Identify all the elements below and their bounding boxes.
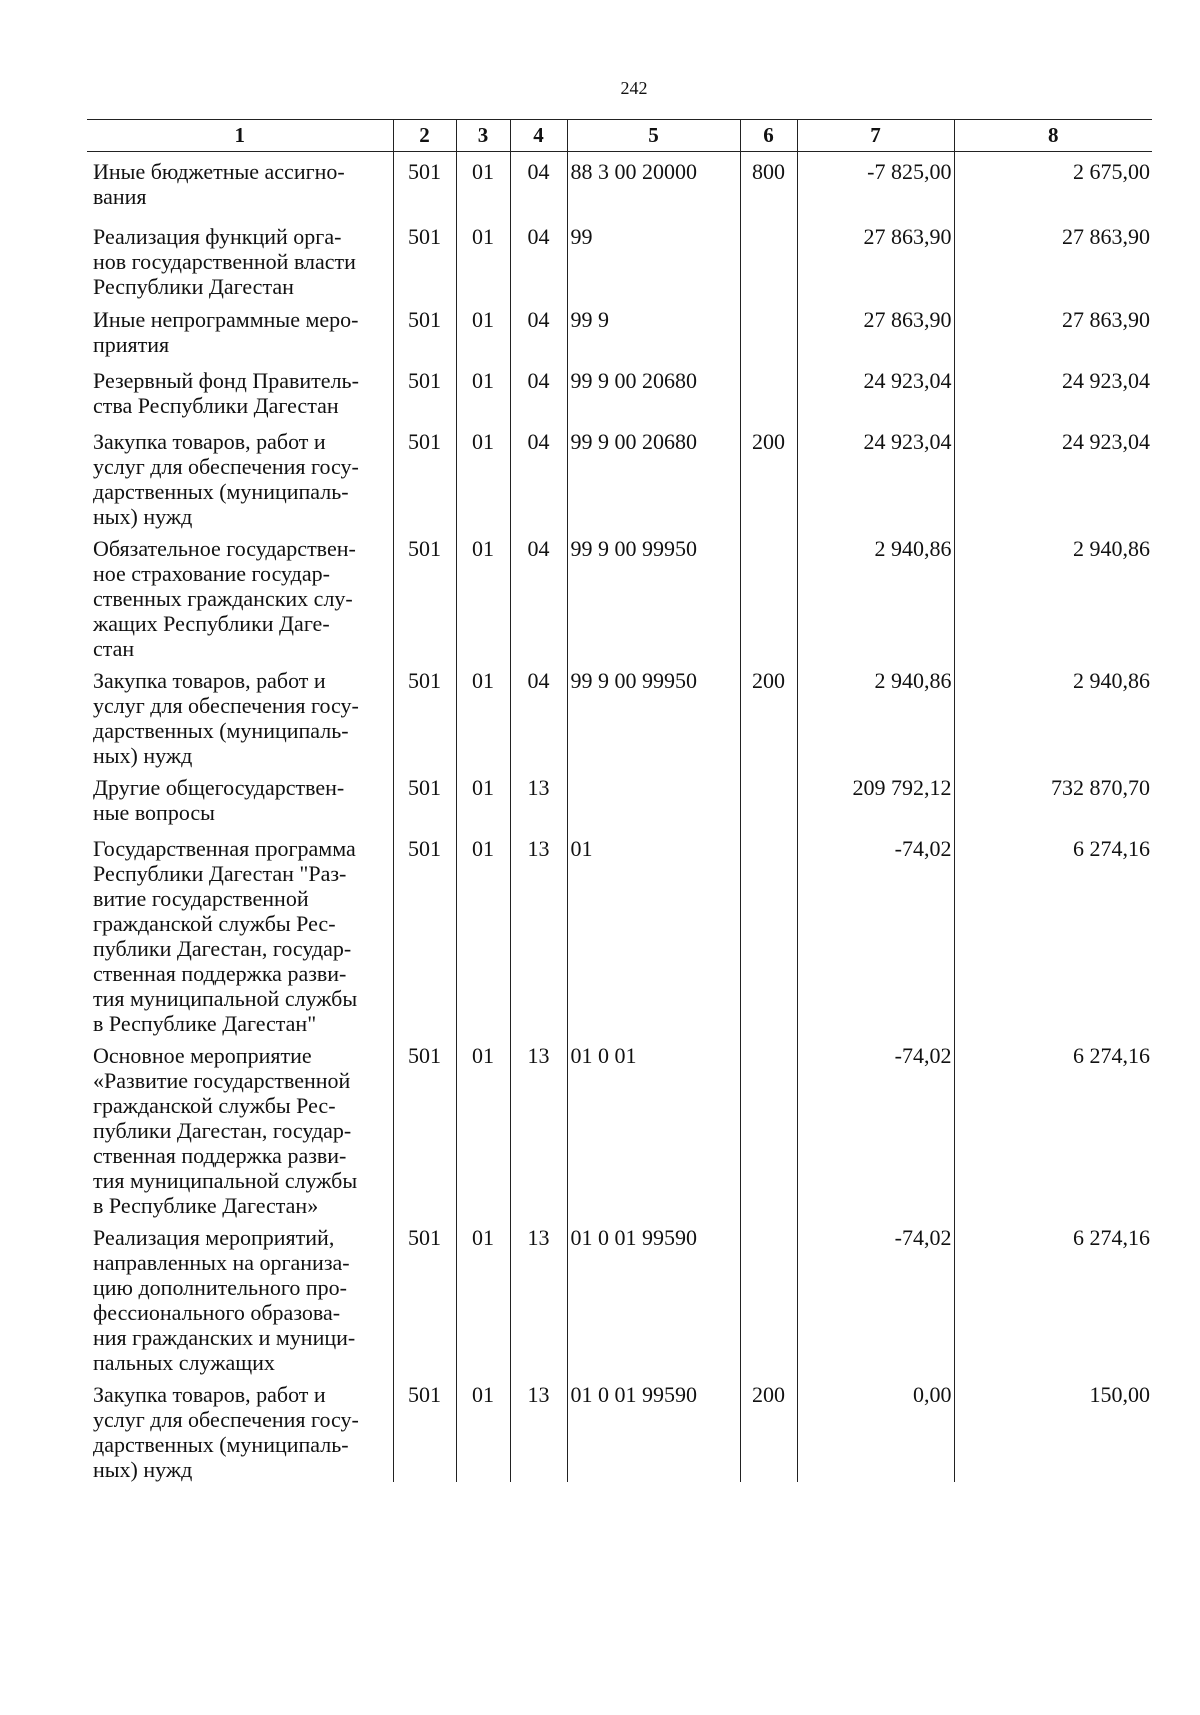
row-amount-7-cell	[797, 661, 954, 768]
row-amount-8-cell	[954, 1375, 1152, 1482]
row-name-cell	[87, 217, 393, 300]
row-amount-8-cell	[954, 422, 1152, 529]
row-code-6-text: 200	[752, 428, 785, 454]
table-row	[87, 300, 1152, 361]
row-code-5-cell	[567, 529, 740, 661]
row-code-3-text: 01	[472, 1224, 494, 1250]
row-code-5-cell	[567, 1375, 740, 1482]
row-amount-8-cell	[954, 1218, 1152, 1375]
table-row	[87, 661, 1152, 768]
column-header-1: 1	[87, 120, 393, 152]
row-amount-8-text: 24 923,04	[1062, 428, 1150, 454]
row-amount-7-cell	[797, 1218, 954, 1375]
row-amount-8-text: 6 274,16	[1073, 835, 1150, 861]
table-row	[87, 422, 1152, 529]
table-row	[87, 1218, 1152, 1375]
row-amount-8-text: 2 940,86	[1073, 667, 1150, 693]
row-name-cell	[87, 529, 393, 661]
row-code-5-text: 99 9 00 20680	[570, 428, 697, 454]
row-name-cell	[87, 1375, 393, 1482]
row-code-2-text: 501	[408, 428, 441, 454]
row-amount-7-text: -74,02	[894, 1224, 952, 1250]
row-code-4-text: 04	[527, 306, 550, 332]
row-code-2-text: 501	[408, 535, 441, 561]
row-code-3-cell	[456, 217, 510, 300]
row-code-5-text: 99 9 00 20680	[570, 367, 697, 393]
row-name-text: Другие общегосударствен- ные вопросы	[93, 774, 345, 825]
row-code-5-text: 99 9	[570, 306, 609, 332]
row-code-3-text: 01	[472, 1381, 494, 1407]
table-body	[87, 152, 1152, 1482]
row-code-2-text: 501	[408, 159, 441, 184]
row-code-4-cell	[510, 661, 567, 768]
row-code-2-text: 501	[408, 1042, 441, 1068]
row-code-3-text: 01	[472, 1042, 494, 1068]
row-name-text: Государственная программа Республики Дагестан "Раз- витие государственной гражданской службы Рес- публики Дагестан, государ- ственная поддержка разви- тия муниципальной службы в Республике Дагестан"	[93, 835, 358, 1036]
row-code-3-cell	[456, 152, 510, 217]
row-code-6-cell	[740, 152, 797, 217]
row-name-cell	[87, 829, 393, 1036]
row-amount-7-cell	[797, 1375, 954, 1482]
row-name-text: Иные непрограммные меро- приятия	[93, 306, 359, 357]
row-amount-8-text: 27 863,90	[1062, 223, 1150, 249]
row-code-6-text: 200	[752, 667, 785, 693]
row-code-6-cell	[740, 768, 797, 829]
column-header-3: 3	[456, 120, 510, 152]
row-code-4-text: 13	[527, 835, 550, 861]
row-code-2-cell	[393, 829, 456, 1036]
row-name-text: Реализация мероприятий, направленных на организа- цию дополнительного про- фессионального образова- ния гражданских и муници- пальных служащих	[93, 1224, 356, 1375]
row-code-3-cell	[456, 529, 510, 661]
row-code-3-cell	[456, 422, 510, 529]
row-amount-7-text: 209 792,12	[852, 774, 952, 800]
row-amount-7-text: -74,02	[894, 835, 952, 861]
row-code-4-cell	[510, 217, 567, 300]
row-code-2-cell	[393, 1218, 456, 1375]
column-numbers-row	[87, 120, 1152, 152]
row-code-2-text: 501	[408, 667, 441, 693]
row-code-2-text: 501	[408, 367, 441, 393]
row-code-3-text: 01	[472, 159, 494, 184]
row-name-text: Закупка товаров, работ и услуг для обеспечения госу- дарственных (муниципаль- ных) нужд	[93, 667, 359, 768]
row-amount-8-text: 732 870,70	[1051, 774, 1150, 800]
row-code-5-text: 88 3 00 20000	[570, 159, 697, 184]
row-amount-7-cell	[797, 529, 954, 661]
row-code-5-text: 01	[570, 835, 593, 861]
row-name-text: Обязательное государствен- ное страхование государ- ственных гражданских слу- жащих Республики Даге- стан	[93, 535, 356, 661]
row-name-text: Иные бюджетные ассигно- вания	[93, 159, 345, 209]
row-code-4-text: 13	[527, 1224, 550, 1250]
column-header-6: 6	[740, 120, 797, 152]
row-amount-8-cell	[954, 661, 1152, 768]
column-header-4: 4	[510, 120, 567, 152]
row-amount-7-cell	[797, 152, 954, 217]
row-code-4-text: 04	[527, 159, 550, 184]
row-code-6-cell	[740, 1218, 797, 1375]
row-code-2-cell	[393, 529, 456, 661]
row-code-3-cell	[456, 768, 510, 829]
table-row	[87, 768, 1152, 829]
table-row	[87, 1036, 1152, 1218]
row-name-cell	[87, 422, 393, 529]
row-code-2-cell	[393, 768, 456, 829]
row-code-4-cell	[510, 1036, 567, 1218]
row-code-3-text: 01	[472, 428, 494, 454]
row-code-4-cell	[510, 529, 567, 661]
table-row	[87, 1375, 1152, 1482]
row-amount-7-text: 0,00	[913, 1381, 952, 1407]
row-code-5-cell	[567, 1036, 740, 1218]
row-amount-8-cell	[954, 217, 1152, 300]
row-amount-7-cell	[797, 829, 954, 1036]
row-amount-8-text: 6 274,16	[1073, 1224, 1150, 1250]
row-code-6-cell	[740, 422, 797, 529]
row-amount-7-cell	[797, 768, 954, 829]
row-code-6-cell	[740, 361, 797, 422]
row-amount-7-text: 27 863,90	[863, 306, 952, 332]
row-code-4-cell	[510, 1218, 567, 1375]
row-name-cell	[87, 361, 393, 422]
row-code-3-text: 01	[472, 835, 494, 861]
row-code-4-cell	[510, 422, 567, 529]
row-code-5-text: 99	[570, 223, 593, 249]
row-name-cell	[87, 1218, 393, 1375]
row-amount-7-cell	[797, 217, 954, 300]
row-amount-8-cell	[954, 152, 1152, 217]
row-code-4-cell	[510, 152, 567, 217]
column-header-2: 2	[393, 120, 456, 152]
row-code-6-cell	[740, 1375, 797, 1482]
row-name-text: Основное мероприятие «Развитие государственной гражданской службы Рес- публики Дагестан, государ- ственная поддержка разви- тия муниципальной службы в Республике Дагестан»	[93, 1042, 358, 1218]
row-code-3-cell	[456, 661, 510, 768]
row-amount-7-text: 2 940,86	[874, 535, 952, 561]
row-code-5-cell	[567, 152, 740, 217]
row-code-2-text: 501	[408, 1224, 441, 1250]
column-header-5: 5	[567, 120, 740, 152]
table-header	[87, 120, 1152, 152]
row-amount-7-cell	[797, 422, 954, 529]
table-row	[87, 529, 1152, 661]
row-code-4-text: 04	[527, 428, 550, 454]
row-code-5-cell	[567, 768, 740, 829]
page-number: 242	[620, 78, 648, 98]
row-amount-8-cell	[954, 300, 1152, 361]
row-amount-7-text: -74,02	[894, 1042, 952, 1068]
row-name-text: Закупка товаров, работ и услуг для обеспечения госу- дарственных (муниципаль- ных) нужд	[93, 428, 359, 529]
row-code-3-text: 01	[472, 306, 494, 332]
row-code-4-cell	[510, 1375, 567, 1482]
row-code-3-cell	[456, 829, 510, 1036]
row-code-5-text: 01 0 01 99590	[570, 1224, 697, 1250]
row-code-5-cell	[567, 422, 740, 529]
row-code-5-cell	[567, 300, 740, 361]
row-code-3-cell	[456, 1375, 510, 1482]
row-code-3-cell	[456, 1036, 510, 1218]
row-amount-7-cell	[797, 300, 954, 361]
row-code-6-cell	[740, 829, 797, 1036]
row-name-cell	[87, 1036, 393, 1218]
row-code-6-cell	[740, 217, 797, 300]
row-code-3-cell	[456, 1218, 510, 1375]
row-code-4-text: 13	[527, 774, 550, 800]
row-code-4-cell	[510, 300, 567, 361]
row-code-2-cell	[393, 1375, 456, 1482]
row-name-cell	[87, 152, 393, 217]
row-code-5-cell	[567, 361, 740, 422]
row-name-text: Резервный фонд Правитель- ства Республики Дагестан	[93, 367, 359, 418]
row-code-6-cell	[740, 300, 797, 361]
row-code-5-text: 01 0 01	[570, 1042, 637, 1068]
table-row	[87, 152, 1152, 217]
row-code-2-cell	[393, 152, 456, 217]
row-code-6-cell	[740, 661, 797, 768]
row-amount-7-text: 27 863,90	[863, 223, 952, 249]
table-row	[87, 829, 1152, 1036]
row-amount-8-cell	[954, 361, 1152, 422]
row-amount-8-cell	[954, 829, 1152, 1036]
table-row	[87, 217, 1152, 300]
row-amount-8-text: 150,00	[1089, 1381, 1150, 1407]
row-code-2-cell	[393, 361, 456, 422]
row-name-text: Закупка товаров, работ и услуг для обеспечения госу- дарственных (муниципаль- ных) нужд	[93, 1381, 359, 1482]
row-code-4-text: 04	[527, 223, 550, 249]
row-amount-8-text: 27 863,90	[1062, 306, 1150, 332]
row-code-4-text: 04	[527, 535, 550, 561]
row-code-3-text: 01	[472, 367, 494, 393]
row-code-3-text: 01	[472, 223, 494, 249]
row-code-4-text: 04	[527, 367, 550, 393]
row-amount-7-text: 24 923,04	[863, 367, 952, 393]
row-code-3-text: 01	[472, 774, 494, 800]
row-code-2-cell	[393, 300, 456, 361]
table-row	[87, 361, 1152, 422]
row-code-5-text: 99 9 00 99950	[570, 667, 697, 693]
row-name-text: Реализация функций орга- нов государственной власти Республики Дагестан	[93, 223, 356, 299]
row-name-cell	[87, 300, 393, 361]
row-amount-7-cell	[797, 361, 954, 422]
row-code-4-text: 13	[527, 1042, 550, 1068]
row-code-5-text: 99 9 00 99950	[570, 535, 697, 561]
column-header-8: 8	[954, 120, 1152, 152]
row-code-2-cell	[393, 661, 456, 768]
row-code-2-text: 501	[408, 835, 441, 861]
row-code-4-cell	[510, 829, 567, 1036]
row-amount-8-text: 6 274,16	[1073, 1042, 1150, 1068]
budget-table	[87, 119, 1152, 1482]
row-code-5-cell	[567, 829, 740, 1036]
row-code-5-cell	[567, 661, 740, 768]
column-header-7: 7	[797, 120, 954, 152]
row-code-6-text: 200	[752, 1381, 785, 1407]
row-code-6-cell	[740, 529, 797, 661]
row-amount-7-text: 24 923,04	[863, 428, 952, 454]
row-amount-8-cell	[954, 768, 1152, 829]
row-code-4-text: 13	[527, 1381, 550, 1407]
row-amount-7-cell	[797, 1036, 954, 1218]
row-code-5-text: 01 0 01 99590	[570, 1381, 697, 1407]
row-code-2-cell	[393, 217, 456, 300]
row-code-4-cell	[510, 361, 567, 422]
row-code-2-cell	[393, 422, 456, 529]
row-amount-8-cell	[954, 529, 1152, 661]
row-amount-8-text: 24 923,04	[1062, 367, 1150, 393]
row-code-3-cell	[456, 361, 510, 422]
row-code-3-text: 01	[472, 535, 494, 561]
row-amount-8-cell	[954, 1036, 1152, 1218]
row-name-cell	[87, 661, 393, 768]
row-code-3-cell	[456, 300, 510, 361]
row-code-6-cell	[740, 1036, 797, 1218]
row-amount-7-text: 2 940,86	[874, 667, 952, 693]
row-code-5-cell	[567, 1218, 740, 1375]
row-amount-7-text: -7 825,00	[867, 159, 952, 184]
row-code-4-text: 04	[527, 667, 550, 693]
row-code-5-cell	[567, 217, 740, 300]
row-name-cell	[87, 768, 393, 829]
row-code-2-text: 501	[408, 306, 441, 332]
row-amount-8-text: 2 675,00	[1073, 159, 1150, 184]
row-code-2-text: 501	[408, 223, 441, 249]
row-code-6-text: 800	[752, 159, 785, 184]
row-code-2-text: 501	[408, 774, 441, 800]
row-amount-8-text: 2 940,86	[1073, 535, 1150, 561]
row-code-3-text: 01	[472, 667, 494, 693]
row-code-2-text: 501	[408, 1381, 441, 1407]
row-code-4-cell	[510, 768, 567, 829]
row-code-2-cell	[393, 1036, 456, 1218]
